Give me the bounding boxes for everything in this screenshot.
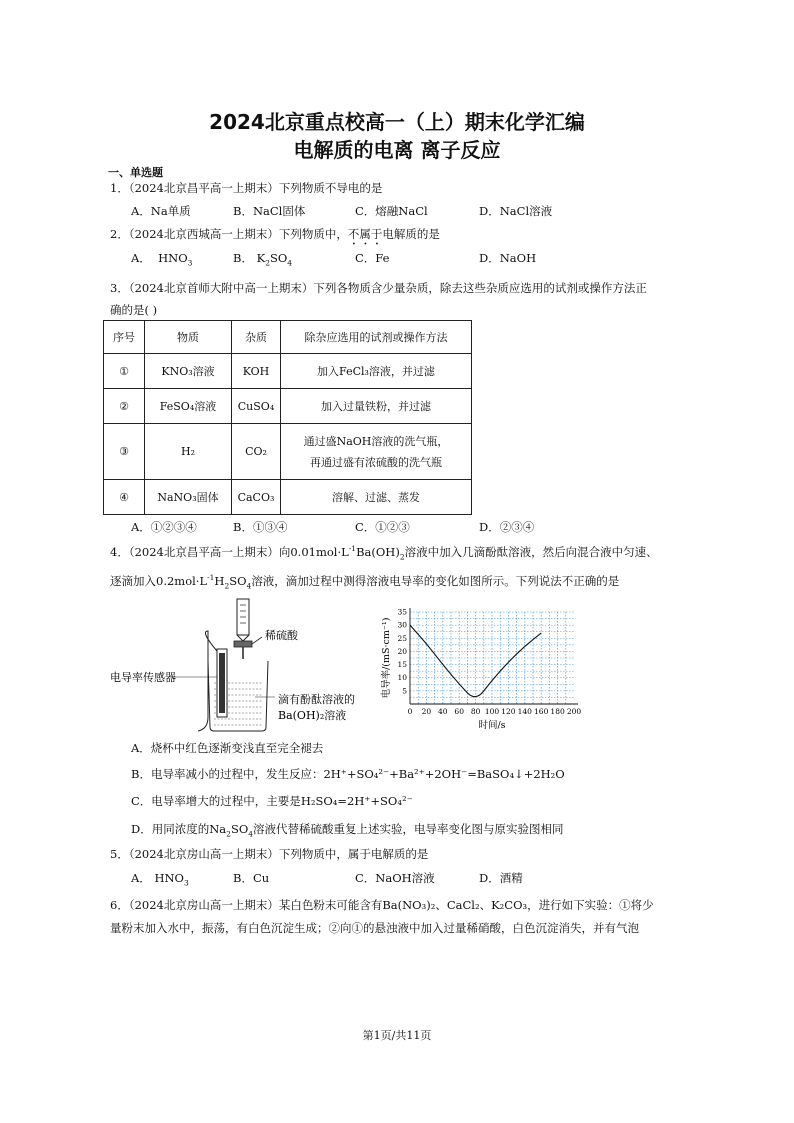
q2-option-b: B． $K_2SO_4$ <box>233 251 293 268</box>
q5-option-d: D．酒精 <box>479 871 523 885</box>
solution-label-2: Ba(OH)₂溶液 <box>278 709 347 722</box>
table-cell: ④ <box>104 480 145 515</box>
q1-option-d: D．NaCl溶液 <box>479 204 553 218</box>
table-cell: CaCO₃ <box>232 480 281 515</box>
x-tick-label: 80 <box>470 707 481 716</box>
page-title: 2024北京重点校高一（上）期末化学汇编 <box>209 110 585 134</box>
table-row <box>104 389 472 424</box>
q2-option-c: C．Fe <box>355 251 390 265</box>
burette-icon <box>234 599 262 659</box>
q2-option-a: A． $HNO_3$ <box>131 251 193 268</box>
y-tick-label: 5 <box>402 686 407 696</box>
x-axis-label: 时间/s <box>478 720 506 731</box>
q1-option-a: A．Na单质 <box>131 204 191 218</box>
table-header-cell: 杂质 <box>232 321 281 354</box>
y-tick-label: 30 <box>397 620 407 630</box>
x-tick-label: 180 <box>550 707 565 716</box>
table-cell: 加入FeCl₃溶液，并过滤 <box>281 354 472 389</box>
question-2-stem: 2．（2024北京西城高一上期末）下列物质中，不属于电解质的是 <box>110 227 440 241</box>
q3-option-a: A．①②③④ <box>131 520 197 534</box>
y-axis-label: 电导率/(mS·cm⁻¹) <box>381 617 392 699</box>
table-header-row <box>104 321 472 354</box>
x-tick-label: 100 <box>484 707 500 716</box>
q4-option-a: A．烧杯中红色逐渐变浅直至完全褪去 <box>131 741 324 755</box>
section-heading: 一、单选题 <box>108 166 163 179</box>
question-4-stem-line1: 4．（2024北京昌平高一上期末）向$0.01mol\cdot L^{-1}Ba(OH)_2$溶液中加入几滴酚酞溶液，然后向混合液中匀速、 <box>110 544 658 562</box>
acid-label: 稀硫酸 <box>265 629 298 642</box>
table-cell: ① <box>104 354 145 389</box>
x-tick-label: 140 <box>517 707 532 716</box>
table-cell: ③ <box>104 424 145 480</box>
y-tick-label: 10 <box>397 673 407 683</box>
question-1-stem: 1．（2024北京昌平高一上期末）下列物质不导电的是 <box>110 181 383 195</box>
table-row <box>104 480 472 515</box>
q2-option-d: D．NaOH <box>479 251 537 265</box>
question-6-line1: 6．（2024北京房山高一上期末）某白色粉末可能含有Ba(NO₃)₂、CaCl₂、K₂CO₃，进行如下实验：①将少 <box>110 898 654 912</box>
question-3-stem-line1: 3．（2024北京首师大附中高一上期末）下列各物质含少量杂质，除去这些杂质应选用的试剂或操作方法正 <box>110 281 647 295</box>
q1-option-b: B．NaCl固体 <box>233 204 306 218</box>
q5-option-b: B．Cu <box>233 871 270 885</box>
q3-option-c: C．①②③ <box>355 520 410 534</box>
q3-option-d: D．②③④ <box>479 520 535 534</box>
q5-option-c: C．NaOH溶液 <box>355 871 435 885</box>
table-row <box>104 424 472 480</box>
conductivity-chart <box>378 606 593 734</box>
page-subtitle: 电解质的电离 离子反应 <box>293 138 501 162</box>
table-cell: CuSO₄ <box>232 389 281 424</box>
x-tick-label: 20 <box>421 707 432 716</box>
apparatus-figure <box>110 597 370 737</box>
x-tick-label: 40 <box>438 707 448 716</box>
y-tick-label: 25 <box>397 633 407 643</box>
sensor-label: 电导率传感器 <box>110 671 176 684</box>
question-6-line2: 量粉末加入水中，振荡，有白色沉淀生成；②向①的悬浊液中加入过量稀硝酸，白色沉淀消失，并有气泡 <box>110 921 639 935</box>
table-row <box>104 354 472 389</box>
q3-option-b: B．①③④ <box>233 520 288 534</box>
table-cell: 溶解、过滤、蒸发 <box>281 480 472 515</box>
x-tick-label: 200 <box>566 707 582 716</box>
y-tick-label: 35 <box>397 607 407 617</box>
table-cell: KNO₃溶液 <box>145 354 232 389</box>
table-header-cell: 序号 <box>104 321 145 354</box>
y-tick-label: 20 <box>397 646 407 656</box>
question-5-stem: 5．（2024北京房山高一上期末）下列物质中，属于电解质的是 <box>110 847 429 861</box>
table-cell: FeSO₄溶液 <box>145 389 232 424</box>
q5-option-a: A． $HNO_3$ <box>131 871 189 888</box>
page-number: 第1页/共11页 <box>362 1029 432 1042</box>
table-cell: ② <box>104 389 145 424</box>
q4-option-b: B．电导率减小的过程中，发生反应：2H⁺+SO₄²⁻+Ba²⁺+2OH⁻=BaSO₄↓+2H₂O <box>131 767 565 781</box>
q4-option-d: D．用同浓度的$Na_2SO_4$溶液代替稀硫酸重复上述实验，电导率变化图与原实验图相同 <box>131 822 564 839</box>
x-tick-label: 160 <box>534 707 549 716</box>
table-cell: KOH <box>232 354 281 389</box>
q1-option-c: C．熔融NaCl <box>355 204 428 218</box>
impurity-table <box>103 320 472 515</box>
table-cell: 通过盛NaOH溶液的洗气瓶， 再通过盛有浓硫酸的洗气瓶 <box>281 424 472 480</box>
table-cell: NaNO₃固体 <box>145 480 232 515</box>
x-tick-label: 60 <box>454 707 464 716</box>
solution-label-1: 滴有酚酞溶液的 <box>278 693 355 706</box>
sensor-probe-icon <box>198 631 227 731</box>
table-cell: 加入过量铁粉，并过滤 <box>281 389 472 424</box>
x-tick-label: 120 <box>501 707 516 716</box>
emphasis-text: 不属于 <box>347 227 383 241</box>
table-cell: CO₂ <box>232 424 281 480</box>
y-tick-label: 15 <box>397 660 407 670</box>
question-3-stem-line2: 确的是( ) <box>110 303 158 317</box>
x-tick-label: 0 <box>407 707 413 716</box>
table-header-cell: 除杂应选用的试剂或操作方法 <box>281 321 472 354</box>
q4-option-c: C．电导率增大的过程中，主要是H₂SO₄=2H⁺+SO₄²⁻ <box>131 794 413 808</box>
table-cell: H₂ <box>145 424 232 480</box>
table-header-cell: 物质 <box>145 321 232 354</box>
question-4-stem-line2: 逐滴加入$0.2mol\cdot L^{-1}H_2SO_4$溶液，滴加过程中测得溶液电导率的变化如图所示。下列说法不正确的是 <box>110 573 620 591</box>
